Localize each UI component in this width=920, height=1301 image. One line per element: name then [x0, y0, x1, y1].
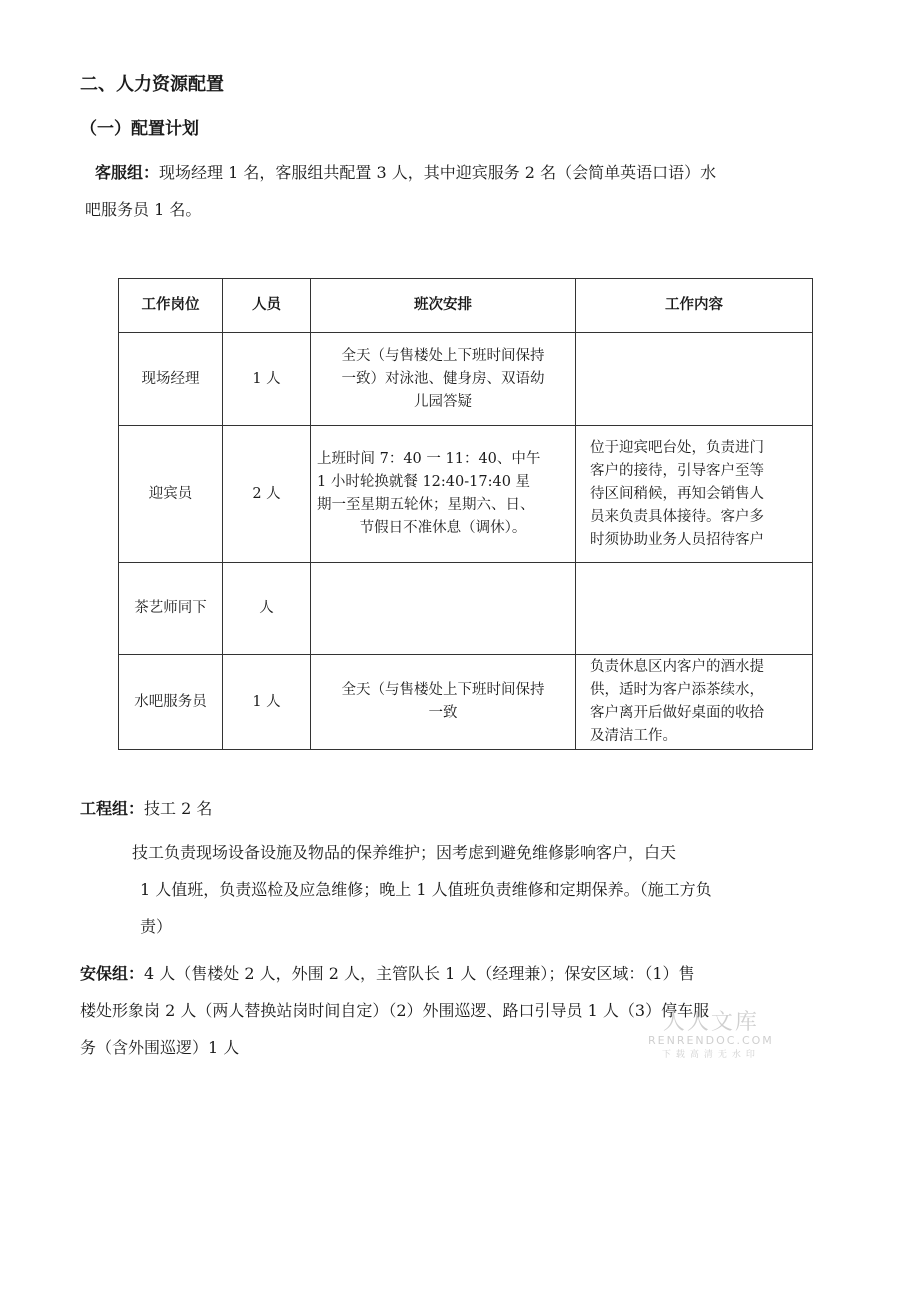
cell-staff: 1 人 [223, 655, 311, 750]
shift-line: 期一至星期五轮休；星期六、日、 [317, 497, 535, 513]
cell-content [576, 563, 813, 655]
shift-line: 一致 [428, 705, 458, 721]
table-row [119, 333, 813, 426]
engineering-line-2: 1 人值班，负责巡检及应急维修；晚上 1 人值班负责维修和定期保养。（施工方负 [140, 880, 712, 899]
header-staff: 人员 [223, 279, 311, 333]
security-line-2: 楼处形象岗 2 人（两人替换站岗时间自定）（2）外围巡逻、路口引导员 1 人（3）停车服 [80, 1001, 710, 1020]
cell-content [576, 655, 813, 750]
shift-line: 一致）对泳池、健身房、双语幼 [341, 370, 545, 387]
engineering-line-1: 技工负责现场设备设施及物品的保养维护；因考虑到避免维修影响客户，白天 [132, 843, 677, 862]
shift-line: 全天（与售楼处上下班时间保持 [341, 682, 545, 698]
customer-service-paragraph [85, 154, 855, 228]
cell-shift [311, 333, 576, 426]
watermark-site: RENRENDOC.COM [648, 1034, 774, 1047]
shift-line: 上班时间 7：40 一 11：40、中午 [317, 451, 541, 467]
content-line: 时须协助业务人员招待客户 [590, 531, 764, 548]
content-line: 客户离开后做好桌面的收拾 [590, 705, 764, 721]
cell-post: 水吧服务员 [119, 655, 223, 750]
engineering-heading [80, 792, 212, 826]
cell-staff: 人 [223, 563, 311, 655]
content-line: 供，适时为客户添茶续水， [590, 682, 764, 698]
shift-line: 全天（与售楼处上下班时间保持 [341, 347, 545, 364]
security-line-3: 务（含外围巡逻）1 人 [80, 1038, 240, 1057]
table-row [119, 655, 813, 750]
subsection-heading: （一）配置计划 [80, 119, 199, 139]
cell-post: 迎宾员 [119, 426, 223, 563]
cell-shift [311, 426, 576, 563]
watermark-tagline: 下载高清无水印 [661, 1050, 760, 1060]
security-text-1: 4 人（售楼处 2 人，外围 2 人，主管队长 1 人（经理兼）；保安区域：（1）售 [144, 964, 695, 983]
cell-staff: 1 人 [223, 333, 311, 426]
customer-service-line-1 [95, 154, 855, 191]
watermark [648, 1005, 774, 1060]
section-heading: 二、人力资源配置 [80, 74, 224, 95]
cell-shift [311, 563, 576, 655]
cell-shift [311, 655, 576, 750]
engineering-line-3: 责） [140, 917, 173, 936]
shift-line: 1 小时轮换就餐 12:40-17:40 星 [317, 474, 531, 490]
content-line: 及清洁工作。 [590, 728, 677, 744]
shift-line: 节假日不准休息（调休）。 [359, 520, 527, 536]
customer-service-label: 客服组： [95, 163, 160, 182]
customer-service-text-1: 现场经理 1 名，客服组共配置 3 人，其中迎宾服务 2 名（会简单英语口语）水 [159, 163, 717, 182]
table-header-row [119, 279, 813, 333]
content-line: 客户的接待，引导客户至等 [590, 462, 764, 479]
table-row [119, 426, 813, 563]
cell-content [576, 426, 813, 563]
cell-content [576, 333, 813, 426]
security-line-1 [80, 955, 850, 992]
content-line: 负责休息区内客户的酒水提 [590, 659, 764, 675]
cell-staff: 2 人 [223, 426, 311, 563]
table-row [119, 563, 813, 655]
header-post: 工作岗位 [119, 279, 223, 333]
cell-post: 现场经理 [119, 333, 223, 426]
security-label: 安保组： [80, 964, 145, 983]
content-line: 待区间稍候，再知会销售人 [590, 485, 764, 502]
cell-post: 茶艺师同下 [119, 563, 223, 655]
staffing-table [118, 278, 813, 750]
engineering-label: 工程组： [80, 799, 145, 818]
header-content: 工作内容 [576, 279, 813, 333]
watermark-title: 人人文库 [662, 1010, 759, 1035]
header-shift: 班次安排 [311, 279, 576, 333]
content-line: 位于迎宾吧台处，负责进门 [590, 439, 764, 456]
engineering-text: 技工 2 名 [144, 799, 213, 818]
customer-service-text-2: 吧服务员 1 名。 [85, 200, 202, 219]
shift-line: 儿园答疑 [414, 393, 472, 410]
content-line: 员来负责具体接待。客户多 [590, 508, 764, 525]
engineering-paragraph [80, 834, 860, 945]
